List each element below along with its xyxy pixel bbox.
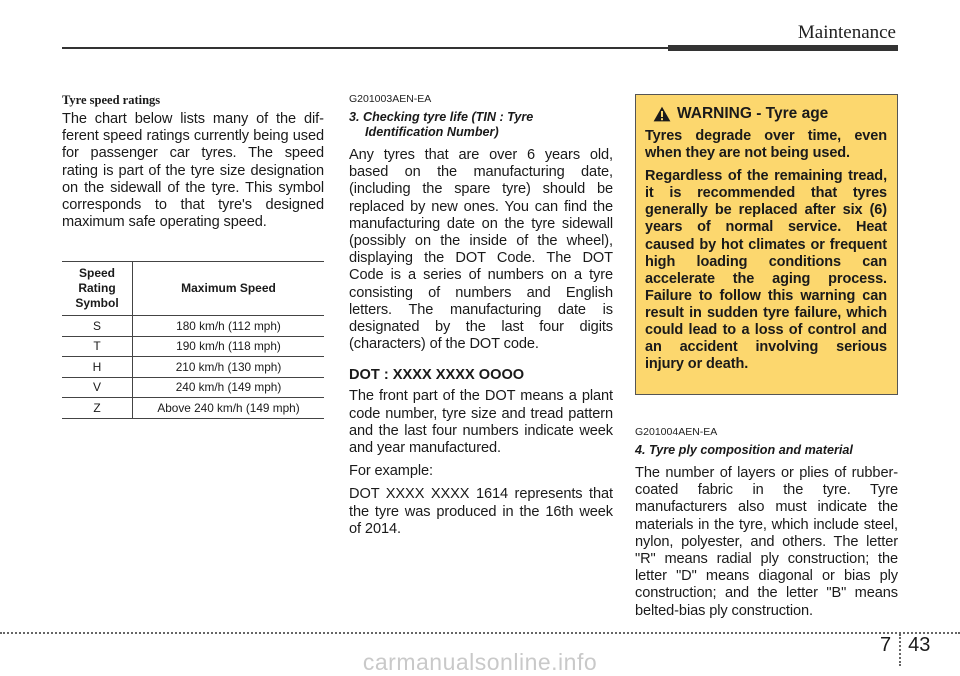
tyre-life-paragraph: Any tyres that are over 6 years old, based on the manufacturing date, (including the spare tyre) should be replaced by new ones. You can find the manufacturing date on the tyre sidewall (possibly on the inside of the wheel), displaying the DOT Code. The DOT Code is a series of numbers on a tyre consisting of numbers and English letters. The manufacturing date is designated by the last four digits (characters) of the DOT code. <box>349 147 613 353</box>
subheading-line-2: Identification Number) <box>365 125 499 139</box>
page-number-value: 43 <box>908 634 931 656</box>
warning-triangle-icon <box>653 106 671 122</box>
rating-symbol: Z <box>62 398 133 419</box>
warning-box <box>635 94 898 395</box>
speed-ratings-paragraph: The chart below lists many of the different speed ratings currently being used for passenger car tyres. The speed rating is part of the tyre size designation on the sidewall of the tyre. This symbol corresponds to that tyre's designed maximum safe operating speed. <box>62 111 324 231</box>
example-paragraph: DOT XXXX XXXX 1614 represents that the tyre was produced in the 16th week of 2014. <box>349 486 613 537</box>
warning-title-text: WARNING - Tyre age <box>677 105 829 122</box>
rating-symbol: S <box>62 316 133 337</box>
speed-rating-table <box>62 261 324 419</box>
ply-composition-paragraph: The number of layers or plies of rubber-coated fabric in the tyre. Tyre manufacturers also must indicate the materials in the tyre, which include steel, nylon, polyester, and others. The letter "R" means radial ply construction; the letter "D" means diagonal or bias ply construction; and the letter "B" means belted-bias ply construction. <box>635 465 898 619</box>
section-heading: Tyre speed ratings <box>62 93 161 107</box>
warning-paragraph-2: Regardless of the remaining tread, it is recommended that tyres generally be replaced after six (6) years of normal service. Heat caused by hot climates or frequent high loading conditions can accelerate the aging process. Failure to follow this warning can result in sudden tyre failure, which could lead to a loss of control and an accident involving serious injury or death. <box>645 168 887 373</box>
max-speed: 190 km/h (118 mph) <box>133 336 325 357</box>
section-subheading <box>349 110 613 140</box>
header-bar <box>668 45 898 51</box>
section-code: G201004AEN-EA <box>635 426 718 438</box>
table-row <box>62 316 324 337</box>
subheading-line-1: 3. Checking tyre life (TIN : Tyre <box>349 110 534 124</box>
chapter-number: 7 <box>880 634 892 656</box>
column-ply-composition <box>635 423 898 626</box>
watermark: carmanualsonline.info <box>362 649 598 675</box>
section-code: G201003AEN-EA <box>349 93 432 105</box>
table-header-row <box>62 262 324 316</box>
table-row <box>62 336 324 357</box>
rating-symbol: H <box>62 357 133 378</box>
header-symbol-text: Speed Rating Symbol <box>75 266 119 310</box>
section-subheading: 4. Tyre ply composition and material <box>635 443 853 457</box>
table-row <box>62 357 324 378</box>
rating-symbol: V <box>62 377 133 398</box>
example-label: For example: <box>349 463 433 480</box>
rating-symbol: T <box>62 336 133 357</box>
header-title: Maintenance <box>797 22 896 43</box>
column-speed-ratings <box>62 90 324 237</box>
max-speed: 180 km/h (112 mph) <box>133 316 325 337</box>
dot-explanation-paragraph: The front part of the DOT means a plant code number, tyre size and tread pattern and the last four numbers indicate week and year manufactured. <box>349 388 613 457</box>
max-speed: 240 km/h (149 mph) <box>133 377 325 398</box>
warning-title <box>645 105 887 123</box>
table-row <box>62 398 324 419</box>
footer-rule <box>0 632 960 634</box>
max-speed: Above 240 km/h (149 mph) <box>133 398 325 419</box>
table-header-speed: Maximum Speed <box>133 262 325 316</box>
max-speed: 210 km/h (130 mph) <box>133 357 325 378</box>
column-tyre-life <box>349 90 613 544</box>
table-header-symbol <box>62 262 133 316</box>
warning-paragraph-1: Tyres degrade over time, even when they are not being used. <box>645 128 887 162</box>
dot-code-heading: DOT : XXXX XXXX OOOO <box>349 367 525 384</box>
table-row <box>62 377 324 398</box>
